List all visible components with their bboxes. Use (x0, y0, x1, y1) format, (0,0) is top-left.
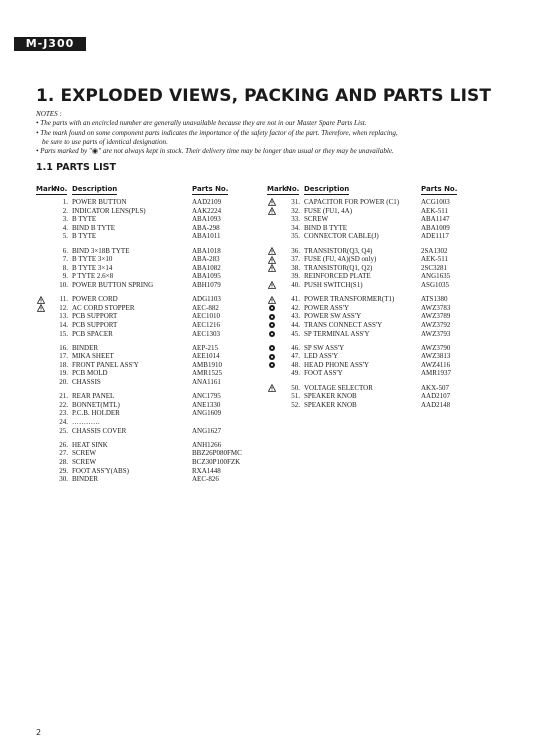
part-number-index: 49. (291, 369, 300, 378)
table-row (267, 312, 489, 321)
table-header (36, 185, 258, 196)
safety-warning-icon (37, 304, 45, 312)
part-number-index: 22. (59, 400, 68, 409)
part-number-index: 47. (291, 352, 300, 361)
table-row (267, 321, 489, 330)
part-number-index: 40. (291, 280, 300, 289)
part-description: POWER TRANSFORMER(T1) (304, 295, 395, 304)
part-description: B TYTE 3×14 (72, 263, 113, 272)
table-row (36, 401, 258, 410)
table-row (36, 295, 258, 304)
safety-warning-icon (37, 296, 45, 304)
part-description: POWER BUTTON (72, 198, 127, 206)
part-code: AAD2109 (192, 198, 222, 206)
table-row (36, 427, 258, 436)
notes-block (36, 110, 516, 156)
part-description: FUSE (FU1, 4A) (304, 206, 353, 215)
table-row (36, 458, 258, 467)
table-row (36, 392, 258, 401)
part-code: AEK-511 (421, 206, 448, 215)
part-description: PCB SUPPORT (72, 312, 118, 321)
note-line-3: be sure to use parts of identical designation. (42, 137, 168, 146)
safety-warning-icon (268, 281, 276, 289)
part-code: AEC1010 (192, 312, 220, 321)
part-code: ANG1635 (421, 272, 451, 281)
table-row (267, 255, 489, 264)
part-code: ADG1103 (192, 295, 221, 304)
part-number-index: 3. (62, 215, 68, 224)
part-code: AWZ3783 (421, 303, 451, 312)
part-number-index: 29. (59, 466, 68, 475)
part-number-index: 19. (59, 369, 68, 378)
table-row (267, 232, 489, 241)
part-code: AMR1525 (192, 369, 222, 378)
part-description: VOLTAGE SELECTOR (304, 383, 373, 392)
table-row (36, 369, 258, 378)
part-description: BIND B TYTE (304, 223, 348, 232)
note-line-1: • The parts with an encircled number are generally unavailable because they are not in our Master Spare Parts List. (36, 119, 367, 128)
part-description: SCREW (72, 458, 97, 466)
part-number-index: 14. (59, 320, 68, 329)
part-number-index: 5. (62, 232, 68, 241)
part-description: HEAT SINK (72, 440, 108, 449)
table-row (267, 352, 489, 361)
part-description: FUSE (FU, 4A)(SD only) (304, 255, 377, 264)
part-code: AMR1937 (421, 369, 451, 378)
part-number-index: 51. (291, 392, 300, 401)
table-row (36, 232, 258, 241)
col-mark: Mark (267, 185, 287, 193)
table-row (267, 401, 489, 410)
part-description: REAR PANEL (72, 392, 115, 401)
safety-warning-icon (268, 207, 276, 215)
part-description: FRONT PANEL ASS'Y (72, 360, 139, 369)
table-row (36, 418, 258, 427)
part-number-index: 11. (59, 295, 68, 304)
part-description: INDICATOR LENS(PLS) (72, 206, 146, 215)
part-code: ASG1035 (421, 280, 450, 289)
part-code: AEC-826 (192, 475, 219, 484)
part-description: SP TERMINAL ASS'Y (304, 329, 370, 338)
part-number-index: 32. (291, 206, 300, 215)
mark-cell (267, 352, 277, 361)
part-number-index: 50. (291, 383, 300, 392)
part-code: AEP-215 (192, 343, 219, 352)
part-description: FOOT ASS'Y (304, 369, 343, 378)
part-code: AEE1014 (192, 352, 220, 361)
table-row (267, 384, 489, 393)
mark-cell (267, 321, 277, 330)
safety-warning-icon (268, 247, 276, 255)
table-row (36, 264, 258, 273)
limited-stock-icon (269, 331, 275, 337)
mark-cell (267, 304, 277, 313)
mark-cell (267, 295, 277, 304)
part-code: BCZ30P100FZK (192, 458, 241, 466)
part-description: REINFORCED PLATE (304, 272, 371, 281)
mark-cell (267, 198, 277, 207)
part-description: POWER SW ASS'Y (304, 312, 362, 321)
notes-heading: NOTES : (36, 110, 62, 118)
part-description: TRANSISTOR(Q1, Q2) (304, 263, 373, 272)
part-number-index: 23. (59, 409, 68, 418)
part-code: ATS1380 (421, 295, 448, 304)
part-description: SCREW (304, 215, 329, 224)
part-code: ANA1161 (192, 378, 221, 387)
part-code: ABA-298 (192, 223, 220, 232)
col-parts-no: Parts No. (192, 185, 229, 193)
part-number-index: 44. (291, 320, 300, 329)
safety-warning-icon (268, 384, 276, 392)
parts-table-right (267, 185, 489, 409)
part-number-index: 6. (62, 246, 68, 255)
part-description: BIND B TYTE (72, 223, 116, 232)
part-description: CHASSIS COVER (72, 426, 127, 435)
mark-cell (267, 344, 277, 353)
table-row (36, 281, 258, 290)
col-description: Description (304, 185, 350, 193)
part-description: B TYTE (72, 215, 97, 224)
table-row (36, 352, 258, 361)
part-number-index: 41. (291, 295, 300, 304)
mark-cell (267, 207, 277, 216)
col-no: No. (286, 185, 300, 193)
part-description: AC CORD STOPPER (72, 303, 135, 312)
model-badge: M-J300 (14, 37, 86, 51)
part-number-index: 10. (59, 280, 68, 289)
part-number-index: 35. (291, 232, 300, 241)
mark-cell (267, 361, 277, 370)
part-code: AWZ4116 (421, 360, 451, 369)
mark-cell (36, 304, 46, 313)
part-code: ABA1082 (192, 263, 221, 272)
limited-stock-icon (269, 362, 275, 368)
part-number-index: 21. (59, 392, 68, 401)
part-number-index: 20. (59, 378, 68, 387)
table-row (267, 247, 489, 256)
section-title: 1.1 PARTS LIST (36, 162, 117, 173)
part-number-index: 13. (59, 312, 68, 321)
table-header (267, 185, 489, 196)
mark-cell (267, 384, 277, 393)
table-row (36, 378, 258, 387)
part-number-index: 30. (59, 475, 68, 484)
part-number-index: 7. (62, 255, 68, 264)
part-number-index: 24. (59, 418, 68, 427)
part-number-index: 52. (291, 400, 300, 409)
part-description: BIND 3×18B TYTE (72, 246, 130, 255)
part-code: ADE1117 (421, 232, 449, 241)
table-row (36, 361, 258, 370)
part-number-index: 18. (59, 360, 68, 369)
part-number-index: 26. (59, 440, 68, 449)
col-mark: Mark (36, 185, 56, 193)
table-row (36, 215, 258, 224)
limited-stock-icon (269, 354, 275, 360)
limited-stock-icon (269, 345, 275, 351)
table-row (36, 321, 258, 330)
table-row (267, 369, 489, 378)
part-code: ABA1018 (192, 246, 221, 255)
part-code: ABA-283 (192, 255, 220, 264)
part-description: BINDER (72, 343, 99, 352)
part-number-index: 25. (59, 426, 68, 435)
table-row (267, 361, 489, 370)
part-code: ANC1795 (192, 392, 221, 401)
part-description: FOOT ASS'Y(ABS) (72, 466, 129, 475)
part-description: CAPACITOR FOR POWER (C1) (304, 198, 400, 206)
part-description: P TYTE 2.6×8 (72, 272, 114, 281)
part-description: PCB SUPPORT (72, 320, 118, 329)
table-body (267, 198, 489, 409)
part-code: ANH1266 (192, 440, 222, 449)
table-row (36, 272, 258, 281)
part-description: CONNECTOR CABLE(J) (304, 232, 379, 241)
part-description: MIKA SHEET (72, 352, 114, 361)
limited-stock-icon (269, 305, 275, 311)
part-description: LED ASS'Y (304, 352, 339, 361)
part-code: AEC1216 (192, 320, 220, 329)
safety-warning-icon (268, 198, 276, 206)
table-row (36, 449, 258, 458)
part-number-index: 31. (291, 198, 300, 206)
part-code: ANG1609 (192, 409, 222, 418)
table-row (36, 224, 258, 233)
table-row (36, 409, 258, 418)
part-code: AEC-882 (192, 303, 219, 312)
part-code: AAD2107 (421, 392, 451, 401)
part-number-index: 15. (59, 329, 68, 338)
note-line-2: • The mark found on some component parts indicates the importance of the safety factor of the part. Therefore, when replacing, (36, 128, 398, 137)
part-number-index: 48. (291, 360, 300, 369)
part-description: PCB MOLD (72, 369, 108, 378)
part-description: TRANS CONNECT ASS'Y (304, 320, 383, 329)
limited-stock-icon (269, 314, 275, 320)
part-code: AEC1303 (192, 329, 220, 338)
col-description: Description (72, 185, 118, 193)
part-description: POWER CORD (72, 295, 118, 304)
part-number-index: 46. (291, 343, 300, 352)
part-number-index: 33. (291, 215, 300, 224)
part-number-index: 16. (59, 343, 68, 352)
part-description: SP SW ASS'Y (304, 343, 345, 352)
part-code: ACG1003 (421, 198, 450, 206)
part-number-index: 1. (62, 198, 68, 206)
col-parts-no: Parts No. (421, 185, 458, 193)
part-code: AWZ3790 (421, 343, 451, 352)
table-row (36, 344, 258, 353)
safety-warning-icon (268, 256, 276, 264)
part-number-index: 27. (59, 449, 68, 458)
table-row (36, 330, 258, 339)
part-code: AEK-511 (421, 255, 448, 264)
part-code: AAK2224 (192, 206, 222, 215)
part-code: ABA1093 (192, 215, 221, 224)
part-description: PCB SPACER (72, 329, 113, 338)
part-number-index: 12. (59, 303, 68, 312)
safety-warning-icon (268, 296, 276, 304)
table-row (36, 198, 258, 207)
part-number-index: 2. (62, 206, 68, 215)
part-code: 2SC3281 (421, 263, 448, 272)
table-row (36, 475, 258, 484)
part-number-index: 38. (291, 263, 300, 272)
table-body (36, 198, 258, 484)
part-description: B TYTE (72, 232, 97, 241)
part-description: TRANSISTOR(Q3, Q4) (304, 246, 373, 255)
part-description: HEAD PHONE ASS'Y (304, 360, 370, 369)
table-row (267, 392, 489, 401)
part-number-index: 36. (291, 246, 300, 255)
part-code: RXA1448 (192, 466, 221, 475)
table-row (267, 272, 489, 281)
table-row (267, 304, 489, 313)
table-row (267, 198, 489, 207)
part-description: CHASSIS (72, 378, 101, 387)
mark-cell (267, 255, 277, 264)
part-code: 2SA1302 (421, 246, 448, 255)
mark-cell (267, 264, 277, 273)
mark-cell (267, 247, 277, 256)
part-code: ABH1079 (192, 280, 221, 289)
part-code: AWZ3813 (421, 352, 451, 361)
part-description: POWER BUTTON SPRING (72, 280, 154, 289)
parts-table-left (36, 185, 258, 484)
part-number-index: 9. (62, 272, 68, 281)
part-number-index: 42. (291, 303, 300, 312)
part-description: BINDER (72, 475, 99, 484)
part-number-index: 8. (62, 263, 68, 272)
part-code: ABA1009 (421, 223, 450, 232)
part-description: BONNET(MTL) (72, 400, 120, 409)
part-number-index: 37. (291, 255, 300, 264)
limited-stock-icon (269, 322, 275, 328)
mark-cell (267, 281, 277, 290)
table-row (267, 264, 489, 273)
part-code: AWZ3789 (421, 312, 451, 321)
part-description: SCREW (72, 449, 97, 458)
part-code: AAD2148 (421, 400, 451, 409)
part-code: AMB1910 (192, 360, 222, 369)
safety-warning-icon (268, 264, 276, 272)
table-row (267, 207, 489, 216)
part-code: AKX-507 (421, 383, 449, 392)
part-code: AWZ3793 (421, 329, 451, 338)
table-row (267, 224, 489, 233)
part-description: B TYTE 3×10 (72, 255, 113, 264)
table-row (267, 215, 489, 224)
part-code: ABA1095 (192, 272, 221, 281)
part-number-index: 34. (291, 223, 300, 232)
part-description: POWER ASS'Y (304, 303, 350, 312)
col-no: No. (54, 185, 68, 193)
part-number-index: 28. (59, 458, 68, 466)
table-row (36, 312, 258, 321)
mark-cell (267, 330, 277, 339)
mark-cell (36, 295, 46, 304)
part-number-index: 45. (291, 329, 300, 338)
part-description: SPEAKER KNOB (304, 392, 357, 401)
table-row (36, 304, 258, 313)
table-row (267, 344, 489, 353)
mark-cell (267, 312, 277, 321)
page-title: 1. EXPLODED VIEWS, PACKING AND PARTS LIST (36, 86, 492, 106)
part-description: ………… (72, 418, 100, 427)
part-code: ABA1011 (192, 232, 221, 241)
page-number: 2 (36, 728, 42, 737)
part-number-index: 39. (291, 272, 300, 281)
table-row (267, 330, 489, 339)
part-code: AWZ3792 (421, 320, 451, 329)
part-code: ANG1627 (192, 426, 222, 435)
part-description: P.C.B. HOLDER (72, 409, 120, 418)
part-code: ANE1330 (192, 400, 221, 409)
table-row (36, 207, 258, 216)
part-code: ABA1147 (421, 215, 450, 224)
note-line-4: • Parts marked by "◉" are not always kept in stock. Their delivery time may be longer than usual or they may be unavailable. (36, 147, 394, 156)
part-number-index: 4. (62, 223, 68, 232)
table-row (36, 441, 258, 450)
table-row (36, 255, 258, 264)
part-description: SPEAKER KNOB (304, 400, 357, 409)
part-code: BBZ26P080FMC (192, 449, 242, 458)
part-number-index: 17. (59, 352, 68, 361)
part-description: PUSH SWITCH(S1) (304, 280, 363, 289)
table-row (36, 247, 258, 256)
table-row (267, 281, 489, 290)
table-row (36, 467, 258, 476)
table-row (267, 295, 489, 304)
part-number-index: 43. (291, 312, 300, 321)
